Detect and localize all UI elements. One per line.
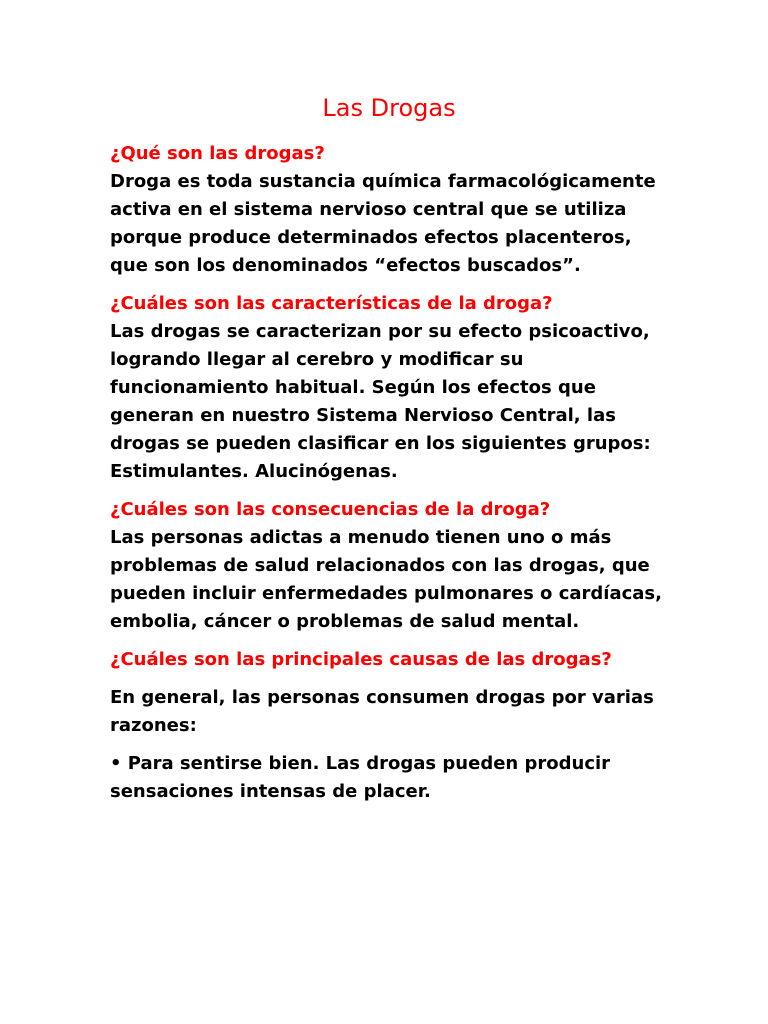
section-paragraph: Las personas adictas a menudo tienen uno o más problemas de salud relacionados con las drogas, que pueden incluir enfermedades pulmonares o cardíacas, embolia, cáncer o problemas de salud mental. (110, 527, 662, 632)
section-causes (110, 646, 668, 806)
section-paragraph: En general, las personas consumen drogas por varias razones: (110, 687, 654, 736)
section-paragraph: Droga es toda sustancia química farmacológicamente activa en el sistema nervioso central que se utiliza porque produce determinados efectos placenteros, que son los denominados “efectos buscados”. (110, 171, 656, 276)
section-characteristics (110, 290, 668, 486)
section-consequences (110, 496, 668, 636)
section-what-are-drugs (110, 140, 668, 280)
section-heading: ¿Qué son las drogas? (110, 143, 325, 164)
section-heading: ¿Cuáles son las características de la droga? (110, 293, 553, 314)
section-heading: ¿Cuáles son las principales causas de las drogas? (110, 649, 612, 670)
page-title: Las Drogas (322, 94, 456, 122)
section-heading: ¿Cuáles son las consecuencias de la droga? (110, 499, 551, 520)
section-paragraph: Las drogas se caracterizan por su efecto psicoactivo, logrando llegar al cerebro y modificar su funcionamiento habitual. Según los efectos que generan en nuestro Sistema Nervioso Central, las drogas se pueden clasificar en los siguientes grupos: Estimulantes. Alucinógenas. (110, 321, 651, 482)
bullet-paragraph: • Para sentirse bien. Las drogas pueden producir sensaciones intensas de placer. (110, 753, 611, 802)
